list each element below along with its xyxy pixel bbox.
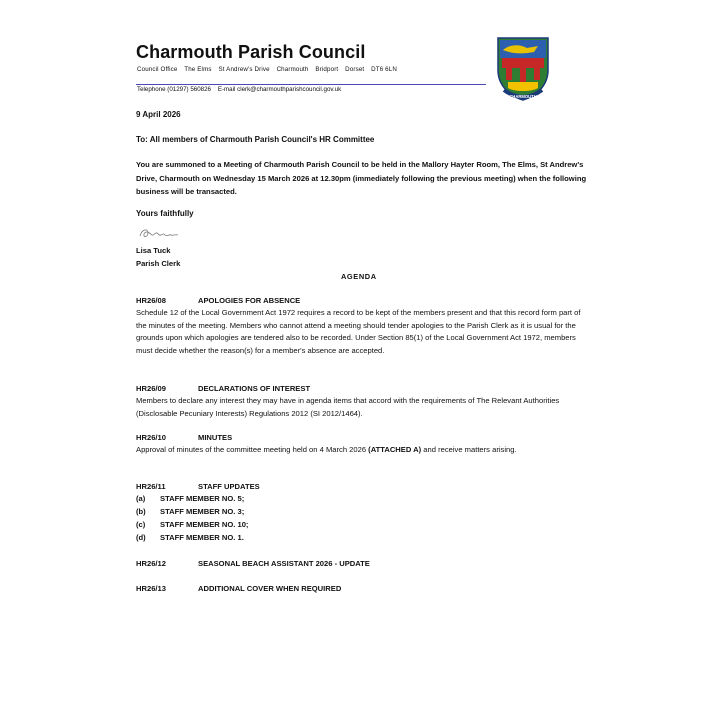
minutes-text: Approval of minutes of the committee meeting held on 4 March 2026 <box>136 445 369 454</box>
signatory-name: Lisa Tuck <box>136 246 171 255</box>
council-crest-icon <box>494 34 552 104</box>
subitem-label: (b) <box>136 507 146 516</box>
agenda-subitem <box>136 533 244 542</box>
agenda-item-heading <box>136 296 300 305</box>
council-name: Charmouth Parish Council <box>136 42 366 62</box>
agenda-item-heading <box>136 433 232 442</box>
agenda-item-title: STAFF UPDATES <box>198 482 260 491</box>
agenda-subitem <box>136 520 248 529</box>
agenda-item-heading <box>136 384 310 393</box>
signatory-title: Parish Clerk <box>136 259 181 268</box>
agenda-item-heading <box>136 559 370 568</box>
agenda-item-number: HR26/09 <box>136 384 166 393</box>
subitem-label: (c) <box>136 520 146 529</box>
address-part: Dorset <box>345 66 365 73</box>
address-part: Charmouth <box>276 66 309 73</box>
agenda-item-number: HR26/11 <box>136 482 166 491</box>
attachment-reference: (ATTACHED A) <box>368 445 422 454</box>
subitem-text: STAFF MEMBER NO. 1. <box>160 533 244 542</box>
agenda-item-title: APOLOGIES FOR ABSENCE <box>198 296 301 305</box>
agenda-item-text: Schedule 12 of the Local Government Act 1972 requires a record to be kept of the members present and that this record form part of the minutes of the meeting. Members who cannot attend a meeting should tender apologies to the Parish Clerk as it is usual for the grounds upon which apologies are tendered also to be recorded. Under Section 85(1) of the Local Government Act 1972, members must decide whether the reason(s) for a member's absence are accepted. <box>136 308 581 355</box>
letter-date: 9 April 2026 <box>136 110 181 119</box>
summons-paragraph: You are summoned to a Meeting of Charmouth Parish Council to be held in the Mallory Hayter Room, The Elms, St Andrew's Drive, Charmouth on Wednesday 15 March 2026 at 12.30pm (immediately following the previous meeting) when the following business will be transacted. <box>136 160 587 196</box>
agenda-item-heading <box>136 584 341 593</box>
agenda-subitem <box>136 494 244 503</box>
agenda-item-number: HR26/08 <box>136 296 166 305</box>
address-part: DT6 6LN <box>371 66 397 73</box>
letter-recipient: To: All members of Charmouth Parish Council's HR Committee <box>136 135 375 144</box>
subitem-text: STAFF MEMBER NO. 3; <box>160 507 245 516</box>
closing-line: Yours faithfully <box>136 209 194 218</box>
subitem-text: STAFF MEMBER NO. 5; <box>160 494 245 503</box>
agenda-item-title: SEASONAL BEACH ASSISTANT 2026 - UPDATE <box>198 559 370 568</box>
agenda-subitem <box>136 507 244 516</box>
subitem-text: STAFF MEMBER NO. 10; <box>160 520 249 529</box>
agenda-item-title: MINUTES <box>198 433 233 442</box>
agenda-item-heading <box>136 482 260 491</box>
agenda-item-title: ADDITIONAL COVER WHEN REQUIRED <box>198 584 342 593</box>
council-address <box>137 66 402 73</box>
address-part: The Elms <box>184 66 212 73</box>
contact-details: Telephone (01297) 560826 E-mail clerk@charmouthparishcouncil.gov.uk <box>137 86 342 93</box>
header-divider <box>136 84 486 85</box>
agenda-title: AGENDA <box>341 272 377 281</box>
subitem-label: (a) <box>136 494 146 503</box>
agenda-item-number: HR26/12 <box>136 559 166 568</box>
subitem-label: (d) <box>136 533 146 542</box>
agenda-item-text <box>136 444 586 457</box>
address-part: Council Office <box>137 66 178 73</box>
signature-image <box>136 224 188 242</box>
address-part: St Andrew's Drive <box>218 66 270 73</box>
agenda-item-text: Members to declare any interest they may have in agenda items that accord with the requirements of The Relevant Authorities (Disclosable Pecuniary Interests) Regulations 2012 (SI 2012/1464). <box>136 396 560 418</box>
address-part: Bridport <box>315 66 339 73</box>
agenda-item-title: DECLARATIONS OF INTEREST <box>198 384 311 393</box>
agenda-item-number: HR26/10 <box>136 433 166 442</box>
agenda-item-number: HR26/13 <box>136 584 166 593</box>
minutes-text-end: and receive matters arising. <box>421 445 517 454</box>
crest-motto: CHARMOUTH <box>509 94 537 99</box>
